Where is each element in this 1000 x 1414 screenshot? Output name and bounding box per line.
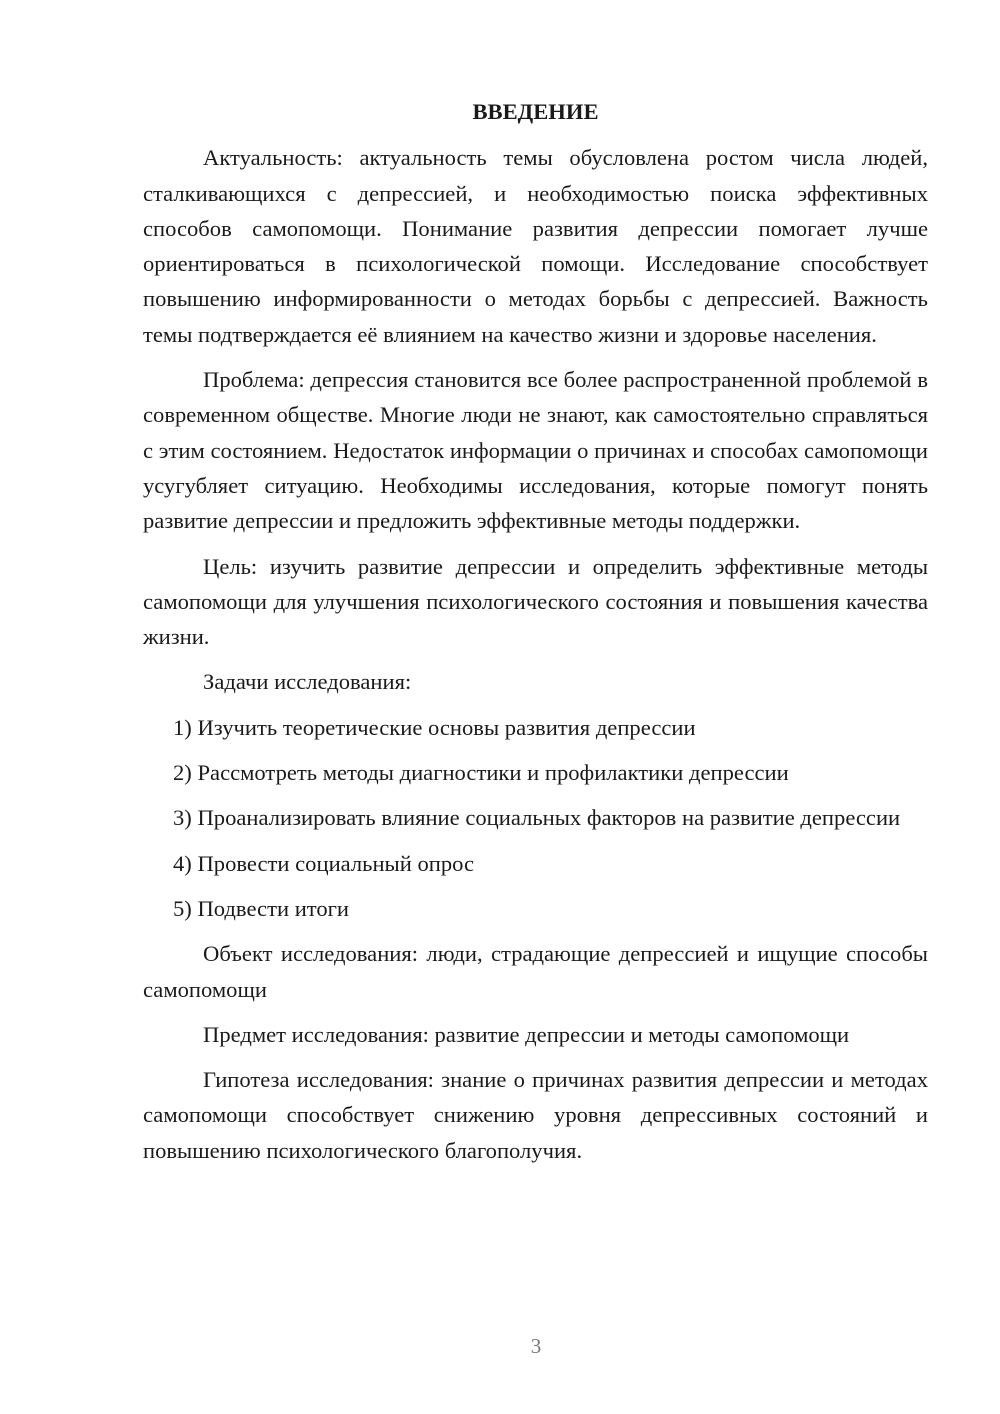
section-title: ВВЕДЕНИЕ xyxy=(472,99,599,124)
task-item-1: 1) Изучить теоретические основы развития депрессии xyxy=(173,714,696,740)
tasks-heading: Задачи исследования: xyxy=(203,669,412,695)
problem-paragraph: Проблема: депрессия становится все более распространенной проблемой в современном обществе. Многие люди не знают, как самостоятельно справляться с этим состоянием. Недостаток информации о причинах и способах самопомощи усугубляет ситуацию. Необходимы исследования, которые помогут понять развитие депрессии и предложить эффективные методы поддержки. xyxy=(143,367,928,534)
hypothesis-paragraph: Гипотеза исследования: знание о причинах развития депрессии и методах самопомощи способствует снижению уровня депрессивных состояний и повышению психологического благополучия. xyxy=(143,1067,928,1163)
goal-paragraph: Цель: изучить развитие депрессии и определить эффективные методы самопомощи для улучшения психологического состояния и повышения качества жизни. xyxy=(143,553,928,650)
task-item-5: 5) Подвести итоги xyxy=(173,895,350,921)
task-item-2: 2) Рассмотреть методы диагностики и профилактики депрессии xyxy=(173,760,789,786)
relevance-paragraph: Актуальность: актуальность темы обусловлена ростом числа людей, сталкивающихся с депрессией, и необходимостью поиска эффективных способов самопомощи. Понимание развития депрессии помогает лучше ориентироваться в психологической помощи. Исследование способствует повышению информированности о методах борьбы с депрессией. Важность темы подтверждается её влиянием на качество жизни и здоровье населения. xyxy=(143,145,928,347)
object-paragraph: Объект исследования: люди, страдающие депрессией и ищущие способы самопомощи xyxy=(143,941,928,1002)
document-body xyxy=(143,94,928,1178)
page-number: 3 xyxy=(530,1334,542,1358)
task-item-4: 4) Провести социальный опрос xyxy=(173,850,475,876)
task-item-3: 3) Проанализировать влияние социальных факторов на развитие депрессии xyxy=(173,805,901,831)
subject-paragraph: Предмет исследования: развитие депрессии и методы самопомощи xyxy=(203,1021,850,1047)
